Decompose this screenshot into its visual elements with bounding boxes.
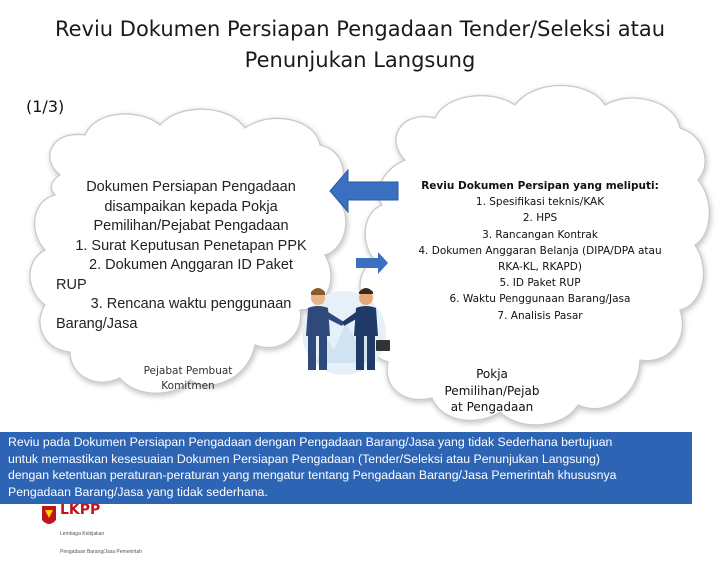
logo-text: LKPP	[60, 502, 101, 518]
banner-line: Reviu pada Dokumen Persiapan Pengadaan dengan Pengadaan Barang/Jasa yang tidak Sederhana bertujuan	[8, 435, 613, 449]
logo-subtitle	[60, 519, 142, 561]
right-box-heading: Reviu Dokumen Persipan yang meliputi:	[421, 180, 659, 192]
right-box-item: 1. Spesifikasi teknis/KAK	[475, 196, 605, 209]
banner-line: dengan ketentuan peraturan-peraturan yang mengatur tentang Pengadaan Barang/Jasa Pemerintah khususnya	[8, 468, 617, 482]
ppk-actor-label	[128, 364, 248, 394]
right-box-item: 2. HPS	[522, 212, 558, 225]
page-indicator: (1/3)	[26, 97, 65, 116]
right-box-item: 5. ID Paket RUP	[499, 277, 581, 290]
left-box-line: RUP	[56, 276, 87, 293]
pokja-actor-line: Pemilihan/Pejab	[444, 383, 540, 398]
handshake-illustration-icon	[286, 278, 396, 378]
banner-line: Pengadaan Barang/Jasa yang tidak sederhana.	[8, 484, 268, 499]
left-box-line: Pemilihan/Pejabat Pengadaan	[93, 218, 289, 234]
left-box-line: disampaikan kepada Pokja	[104, 198, 278, 215]
left-box-line: 1. Surat Keputusan Penetapan PPK	[75, 237, 307, 254]
right-box-item: 7. Analisis Pasar	[497, 309, 583, 322]
left-box-line: Barang/Jasa	[56, 315, 138, 332]
left-box-line: 2. Dokumen Anggaran ID Paket	[89, 257, 293, 273]
ppk-actor-line: Pejabat Pembuat	[143, 365, 233, 377]
right-box-text	[402, 178, 678, 324]
page-title-line-1: Reviu Dokumen Persiapan Pengadaan Tender/Seleksi atau	[54, 17, 666, 41]
pokja-actor-line: at Pengadaan	[450, 400, 534, 414]
ppk-actor-line: Komitmen	[161, 380, 215, 392]
banner-line: untuk memastikan kesesuaian Dokumen Persiapan Pengadaan (Tender/Seleksi atau Penunjukan Langsung)	[8, 451, 600, 466]
summary-banner	[0, 432, 692, 504]
left-box-line: Dokumen Persiapan Pengadaan	[86, 179, 296, 195]
page-title-line-2: Penunjukan Langsung	[244, 48, 476, 72]
right-box-item: 4. Dokumen Anggaran Belanja (DIPA/DPA atau	[418, 244, 662, 257]
pokja-actor-line: Pokja	[476, 367, 508, 381]
logo-subtitle-line: Pengadaan Barang/Jasa Pemerintah	[60, 549, 143, 555]
pokja-actor-label	[432, 366, 552, 416]
right-box-item: 6. Waktu Penggunaan Barang/Jasa	[449, 293, 631, 306]
logo-subtitle-line: Lembaga Kebijakan	[60, 531, 105, 537]
left-box-line: 3. Rencana waktu penggunaan	[90, 296, 292, 312]
right-box-item: 3. Rancangan Kontrak	[482, 228, 598, 241]
right-box-item: RKA-KL, RKAPD)	[498, 261, 582, 274]
